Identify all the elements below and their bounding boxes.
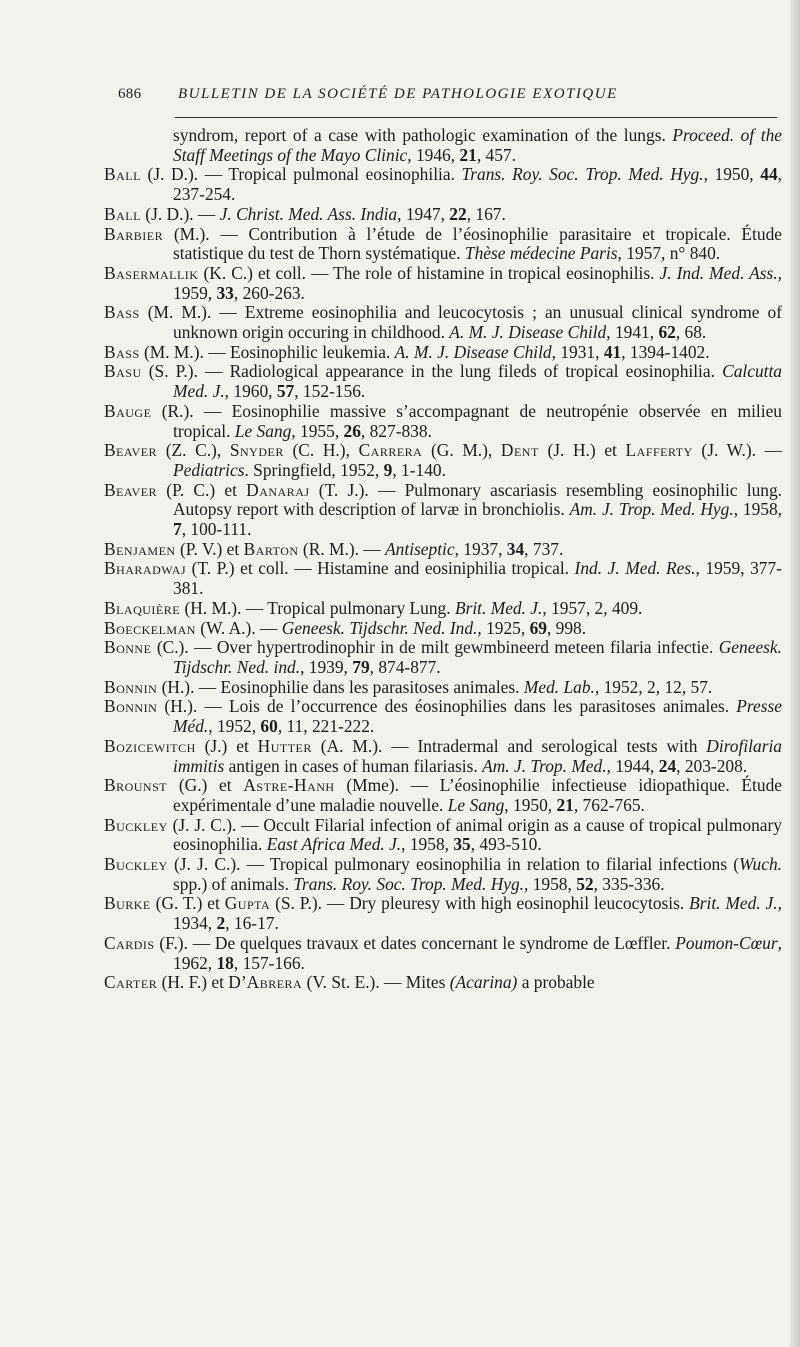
- reference-text: (S. P.). — Dry pleuresy with high eosinophil leucocytosis.: [270, 893, 690, 914]
- author-name: Benjamen: [104, 538, 176, 559]
- volume-number: 18: [216, 952, 234, 973]
- reference-entry: [104, 619, 782, 639]
- reference-text: , 1958,: [524, 873, 577, 894]
- reference-text: , 998.: [546, 617, 587, 638]
- reference-text: , 1958,: [401, 834, 454, 855]
- reference-text: , 1925,: [477, 617, 530, 638]
- italic-text: East Africa Med. J.: [266, 834, 402, 855]
- author-name: Bharadwaj: [104, 558, 187, 579]
- author-name: Lafferty: [625, 440, 693, 461]
- reference-text: (K. C.) et coll. — The role of histamine in tropical eosinophilis.: [198, 262, 660, 283]
- reference-text: , 152-156.: [294, 381, 366, 402]
- author-name: Dent: [500, 440, 539, 461]
- reference-text: , 1960,: [224, 381, 277, 402]
- reference-text: , 1934,: [173, 893, 782, 934]
- reference-text: (J. D.). — Tropical pulmonal eosinophilia.: [140, 164, 462, 185]
- volume-number: 2: [216, 913, 226, 934]
- reference-text: (M. M.). — Extreme eosinophilia and leucocytosis ; an unusual clinical syndrome of unknown origin occuring in childhood.: [139, 302, 782, 343]
- reference-entry: [104, 165, 782, 204]
- reference-text: (C. H.),: [283, 440, 359, 461]
- reference-text: , 1394-1402.: [621, 341, 710, 362]
- italic-text: Pediatrics: [173, 459, 245, 480]
- author-name: Bozicewitch: [104, 735, 196, 756]
- reference-text: , 1952, 2, 12, 57.: [594, 676, 713, 697]
- reference-text: (Z. C.),: [157, 440, 230, 461]
- reference-text: (V. St. E.). — Mites: [302, 972, 450, 993]
- italic-text: (Acarina): [449, 972, 518, 993]
- author-name: Basermallik: [104, 262, 199, 283]
- reference-entry: [104, 599, 782, 619]
- reference-text: (J.) et: [195, 735, 258, 756]
- reference-entry: [104, 973, 782, 993]
- reference-text: , 1931,: [551, 341, 604, 362]
- italic-text: Brit. Med. J.: [454, 597, 543, 618]
- reference-text: , 1941,: [606, 322, 659, 343]
- author-name: Buckley: [104, 854, 168, 875]
- reference-text: , 1-140.: [392, 459, 446, 480]
- running-title: BULLETIN DE LA SOCIÉTÉ DE PATHOLOGIE EXOTIQUE: [178, 86, 618, 102]
- reference-text: (H.). — Lois de l’occurrence des éosinophilies dans les parasitoses animales.: [157, 696, 737, 717]
- reference-text: , 335-336.: [593, 873, 665, 894]
- page-number: 686: [118, 86, 142, 102]
- volume-number: 35: [453, 834, 471, 855]
- volume-number: 44: [760, 164, 778, 185]
- reference-text: , 1950,: [703, 164, 761, 185]
- reference-entry: [104, 540, 782, 560]
- reference-entry: [104, 362, 782, 401]
- italic-text: Wuch.: [739, 854, 782, 875]
- italic-text: J. Ind. Med. Ass.: [659, 262, 778, 283]
- reference-text: , 237-254.: [173, 164, 782, 205]
- reference-entry: [104, 697, 782, 736]
- reference-text: , 1947,: [397, 203, 450, 224]
- author-name: Astre-Hanh: [243, 775, 335, 796]
- italic-text: Trans. Roy. Soc. Trop. Med. Hyg.: [293, 873, 525, 894]
- italic-text: A. M. J. Disease Child: [394, 341, 552, 362]
- italic-text: Le Sang: [234, 420, 292, 441]
- reference-continuation: [104, 126, 782, 165]
- reference-text: (J. W.). —: [692, 440, 782, 461]
- reference-text: (T. J.). — Pulmonary ascariasis resembling eosinophilic lung. Autopsy report with description of larvæ in bronchiolis.: [173, 479, 783, 520]
- italic-text: Ind. J. Med. Res.: [574, 558, 696, 579]
- reference-text: , 68.: [675, 322, 707, 343]
- reference-text: , 1959, 377-381.: [173, 558, 782, 599]
- author-name: Cardis: [104, 932, 155, 953]
- volume-number: 41: [603, 341, 622, 362]
- italic-text: J. Christ. Med. Ass. India: [219, 203, 398, 224]
- author-name: Basu: [104, 361, 142, 382]
- volume-number: 9: [383, 459, 393, 480]
- reference-text: (A. M.). — Intradermal and serological tests with: [311, 735, 707, 756]
- reference-text: (P. C.) et: [157, 479, 247, 500]
- reference-entry: [104, 559, 782, 598]
- reference-text: , 457.: [476, 144, 516, 165]
- reference-text: (G. T.) et: [150, 893, 225, 914]
- author-name: Blaquière: [104, 597, 181, 618]
- reference-text: , 1957, 2, 409.: [542, 597, 643, 618]
- reference-text: , 100-111.: [181, 519, 252, 540]
- reference-text: , 1946,: [407, 144, 460, 165]
- reference-entry: [104, 481, 782, 540]
- author-name: Brounst: [104, 775, 168, 796]
- reference-text: (R. M.). —: [298, 538, 386, 559]
- author-name: Ball: [104, 203, 141, 224]
- italic-text: Calcutta Med. J.: [173, 361, 782, 402]
- reference-text: (S. P.). — Radiological appearance in the lung fileds of tropical eosinophilia.: [141, 361, 723, 382]
- reference-text: , 762-765.: [573, 794, 645, 815]
- reference-entry: [104, 934, 782, 973]
- italic-text: Am. J. Trop. Med. Hyg.: [569, 499, 734, 520]
- reference-text: (R.). — Eosinophilie massive s’accompagnant de neutropénie observée en milieu tropical.: [151, 400, 782, 441]
- volume-number: 21: [459, 144, 477, 165]
- italic-text: Geneesk. Tijdschr. Ned. Ind.: [281, 617, 478, 638]
- reference-text: (M. M.). — Eosinophilic leukemia.: [139, 341, 395, 362]
- reference-text: , 157-166.: [233, 952, 305, 973]
- volume-number: 33: [216, 282, 234, 303]
- reference-text: (Mme). — L’éosinophilie infectieuse idiopathique. Étude expérimentale d’une maladie nouvelle.: [173, 775, 782, 815]
- italic-text: Dirofilaria immitis: [173, 735, 782, 776]
- reference-text: (W. A.). —: [195, 617, 282, 638]
- italic-text: Le Sang: [447, 794, 505, 815]
- author-name: Carter: [104, 972, 158, 993]
- reference-text: (J. J. C.). — Tropical pulmonary eosinophilia in relation to filarial infections (: [167, 854, 740, 875]
- reference-text: (H. M.). — Tropical pulmonary Lung.: [180, 597, 455, 618]
- author-name: Bauge: [104, 400, 152, 421]
- reference-text: (H. F.) et D’: [157, 972, 247, 993]
- reference-entry: [104, 303, 782, 342]
- reference-text: syndrom, report of a case with pathologic examination of the lungs.: [173, 125, 673, 145]
- reference-entry: [104, 402, 782, 441]
- header-rule: [175, 117, 777, 118]
- volume-number: 21: [556, 794, 574, 815]
- reference-text: (T. P.) et coll. — Histamine and eosiniphilia tropical.: [186, 558, 575, 579]
- reference-text: (G.) et: [167, 775, 244, 796]
- italic-text: Presse Méd.: [173, 696, 782, 737]
- reference-entry: [104, 638, 782, 677]
- volume-number: 69: [529, 617, 547, 638]
- reference-entry: [104, 264, 782, 303]
- italic-text: Proceed. of the Staff Meetings of the Mayo Clinic: [173, 125, 782, 165]
- reference-entry: [104, 678, 782, 698]
- volume-number: 7: [173, 519, 182, 540]
- reference-text: , 1959,: [173, 262, 782, 303]
- author-name: Boeckelman: [104, 617, 196, 638]
- author-name: Bonnin: [104, 676, 158, 697]
- reference-text: , 874-877.: [369, 656, 441, 677]
- reference-text: (C.). — Over hypertrodinophir in de milt gewmbineerd meteen filaria infectie.: [151, 637, 719, 658]
- reference-text: , 16-17.: [225, 913, 279, 934]
- author-name: Ball: [104, 164, 141, 185]
- reference-text: (H.). — Eosinophilie dans les parasitoses animales.: [157, 676, 524, 697]
- reference-text: , 1950,: [504, 794, 557, 815]
- reference-text: , 167.: [466, 203, 506, 224]
- author-name: Beaver: [104, 440, 158, 461]
- reference-text: , 11, 221-222.: [277, 716, 375, 737]
- author-name: Abrera: [246, 972, 303, 993]
- author-name: Bonne: [104, 637, 152, 658]
- reference-text: (P. V.) et: [175, 538, 244, 559]
- volume-number: 52: [576, 873, 594, 894]
- reference-text: (J. H.) et: [538, 440, 626, 461]
- author-name: Danaraj: [246, 479, 310, 500]
- reference-text: , 493-510.: [470, 834, 542, 855]
- page-edge: [790, 0, 800, 1347]
- volume-number: 34: [506, 538, 525, 559]
- italic-text: Trans. Roy. Soc. Trop. Med. Hyg.: [461, 164, 704, 185]
- reference-entry: [104, 343, 782, 363]
- reference-text: (J. D.). —: [140, 203, 220, 224]
- author-name: Barton: [243, 538, 299, 559]
- volume-number: 79: [352, 656, 370, 677]
- volume-number: 22: [449, 203, 467, 224]
- reference-text: , 737.: [524, 538, 564, 559]
- italic-text: Am. J. Trop. Med.: [482, 755, 607, 776]
- reference-text: , 1952,: [208, 716, 261, 737]
- reference-text: , 1944,: [606, 755, 659, 776]
- reference-entry: [104, 737, 782, 776]
- reference-entry: [104, 225, 782, 264]
- reference-text: (M.). — Contribution à l’étude de l’éosinophilie parasitaire et tropicale. Étude statistique du test de Thorn systématique.: [163, 223, 782, 264]
- author-name: Beaver: [104, 479, 158, 500]
- reference-text: antigen in cases of human filariasis.: [224, 755, 483, 776]
- author-name: Carrera: [358, 440, 423, 461]
- volume-number: 26: [343, 420, 361, 441]
- page-header: [104, 86, 794, 110]
- reference-entry: [104, 776, 782, 815]
- reference-text: (G. M.),: [422, 440, 501, 461]
- volume-number: 62: [658, 322, 676, 343]
- volume-number: 57: [276, 381, 295, 402]
- reference-text: , 203-208.: [676, 755, 748, 776]
- italic-text: Brit. Med. J.: [689, 893, 778, 914]
- italic-text: Med. Lab.: [523, 676, 595, 697]
- reference-entry: [104, 441, 782, 480]
- author-name: Bass: [104, 341, 140, 362]
- author-name: Buckley: [104, 814, 168, 835]
- volume-number: 24: [658, 755, 677, 776]
- reference-text: , 1962,: [173, 932, 782, 973]
- reference-text: , 1955,: [291, 420, 344, 441]
- reference-text: (J. J. C.). — Occult Filarial infection of animal origin as a cause of tropical pulmonary eosinophilia.: [167, 814, 782, 855]
- reference-text: a probable: [517, 972, 595, 993]
- reference-text: , 1939,: [300, 656, 353, 677]
- reference-text: (F.). — De quelques travaux et dates concernant le syndrome de Lœffler.: [154, 932, 676, 953]
- author-name: Bass: [104, 302, 140, 323]
- reference-entry: [104, 855, 782, 894]
- reference-text: , 827-838.: [360, 420, 432, 441]
- author-name: Bonnin: [104, 696, 158, 717]
- reference-text: , 260-263.: [233, 282, 305, 303]
- reference-text: , 1957, n° 840.: [617, 243, 721, 264]
- italic-text: A. M. J. Disease Child: [449, 322, 607, 343]
- italic-text: Thèse médecine Paris: [464, 243, 618, 264]
- author-name: Gupta: [224, 893, 271, 914]
- reference-text: spp.) of animals.: [173, 873, 294, 894]
- reference-text: , 1937,: [454, 538, 507, 559]
- volume-number: 60: [260, 716, 278, 737]
- italic-text: Antiseptic: [385, 538, 455, 559]
- reference-entry: [104, 894, 782, 933]
- author-name: Barbier: [104, 223, 164, 244]
- italic-text: Geneesk. Tijdschr. Ned. ind.: [173, 637, 782, 677]
- reference-entry: [104, 205, 782, 225]
- reference-text: , 1958,: [733, 499, 782, 520]
- reference-entry: [104, 816, 782, 855]
- author-name: Hutter: [257, 735, 312, 756]
- italic-text: Poumon-Cœur: [675, 932, 778, 953]
- reference-text: . Springfield, 1952,: [244, 459, 384, 480]
- author-name: Snyder: [229, 440, 284, 461]
- author-name: Burke: [104, 893, 151, 914]
- reference-list: [104, 126, 782, 993]
